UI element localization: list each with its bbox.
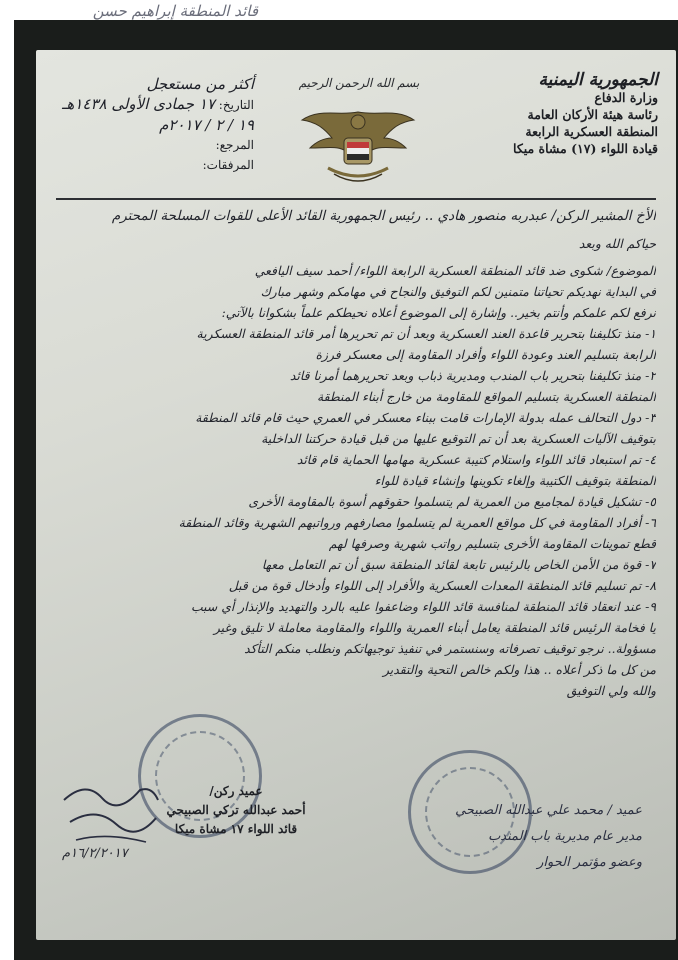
letter-line: المنطقة العسكرية بتسليم المواقع للمقاومة من خارج أبناء المنطقة <box>316 389 656 404</box>
top-handwritten-note: قائد المنطقة إبراهيم حسن <box>92 2 258 20</box>
letter-line: ٧- قوة من الأمن الخاص بالرئيس تابعة لقائد المنطقة سبق أن تم التعامل معها <box>261 557 656 572</box>
letter-line: في البداية نهديكم تحياتنا متمنين لكم التوفيق والنجاح في مهامكم وشهر مبارك <box>260 284 656 299</box>
letter-line: الرابعة بتسليم العند وعودة اللواء وأفراد المقاومة إلى معسكر فرزة <box>315 347 656 362</box>
year-line: ١٩ / ٢ / ٢٠١٧م <box>159 116 254 134</box>
date-label: التاريخ: <box>218 98 254 112</box>
letterhead-brigade: قيادة اللواء (١٧) مشاة ميكا <box>513 141 658 156</box>
letter-line: ٨- تم تسليم قائد المنطقة المعدات العسكرية والأفراد إلى اللواء وأدخال قوة من قبل <box>228 578 656 593</box>
letter-line: مسؤولة.. نرجو توقيف تصرفاته وسنستمر في تنفيذ توجيهاتكم ونطلب منكم التأكد <box>244 641 656 656</box>
letter-line: ٢- منذ تكليفنا بتحرير باب المندب ومديرية ذباب وبعد تحريرهما أمرنا قائد <box>289 368 656 383</box>
signer2-role: وعضو مؤتمر الحوار <box>537 855 642 870</box>
photo-background <box>14 20 678 960</box>
signer-name: أحمد عبدالله تركي الصبيحي <box>166 803 306 817</box>
date-value: ١٧ جمادى الأولى ١٤٣٨هـ <box>62 95 215 113</box>
letterhead-region: المنطقة العسكرية الرابعة <box>525 124 658 139</box>
attachments-label: المرفقات: <box>202 158 254 172</box>
letter-line: نرفع لكم علمكم وأنتم بخير.. وإشارة إلى الموضوع أعلاه نحيطكم علماً بشكوانا بالآتي: <box>221 305 656 320</box>
urgent-note: أكثر من مستعجل <box>146 75 254 93</box>
letter-body <box>62 206 656 701</box>
letter-subject: الموضوع/ شكوى ضد قائد المنطقة العسكرية الرابعة اللواء/ أحمد سيف اليافعي <box>254 263 656 278</box>
signer2-title: مدير عام مديرية باب المندب <box>488 829 642 844</box>
letter-line: المنطقة بتوقيف الكتيبة وإلغاء تكوينها وإنشاء قيادة للواء <box>374 473 656 488</box>
letter-line: والله ولي التوفيق <box>566 683 656 698</box>
signer2-name: عميد / محمد علي عبدالله الصبيحي <box>455 803 642 818</box>
letter-line: يا فخامة الرئيس قائد المنطقة يعامل أبناء العمرية واللواء والمقاومة معاملة لا تليق وغير <box>213 620 656 635</box>
signature-block-left <box>126 782 346 839</box>
letter-line: ١- منذ تكليفنا بتحرير قاعدة العند العسكرية وبعد أن تم تحريرها أمر قائد المنطقة العسكرية <box>196 326 656 341</box>
letter-line: ٥- تشكيل قيادة لمجاميع من العمرية لم يتسلموا حقوقهم أسوة بالمقاومة الأخرى <box>248 494 656 509</box>
basmala: بسم الله الرحمن الرحيم <box>298 76 420 90</box>
bottom-date: ١٦/٢/٢٠١٧م <box>62 846 128 861</box>
letter-paper <box>36 50 676 940</box>
letter-line: من كل ما ذكر أعلاه .. هذا ولكم خالص التحية والتقدير <box>382 662 656 677</box>
header-divider <box>56 198 656 200</box>
letter-line: بتوقيف الآليات العسكرية بعد أن تم التوقيع عليها من قبل قيادة حركتنا الداخلية <box>261 431 656 446</box>
letterhead-right <box>448 72 658 157</box>
letter-address: الأخ المشير الركن/ عبدربه منصور هادي .. رئيس الجمهورية القائد الأعلى للقوات المسلحة المحترم <box>111 208 656 224</box>
date-row <box>54 94 254 115</box>
signer-title: قائد اللواء ١٧ مشاة ميكا <box>174 822 298 836</box>
letter-line: ٦- أفراد المقاومة في كل مواقع العمرية لم يتسلموا مصارفهم ورواتبهم الشهرية وقائد المنطقة <box>178 515 656 530</box>
signature-block-right <box>362 798 642 876</box>
letter-line: ٤- تم استبعاد قائد اللواء واستلام كتيبة عسكرية مهامها الحماية قام قائد <box>296 452 656 467</box>
letter-line: ٩- عند انعقاد قائد المنطقة لمنافسة قائد اللواء وضاعفوا عليه بالرد والتهديد والإنذار أي سبب <box>190 599 656 614</box>
ref-label: المرجع: <box>215 138 254 152</box>
signer-rank: عميد ركن/ <box>209 784 263 798</box>
letterhead-staff: رئاسة هيئة الأركان العامة <box>527 107 658 122</box>
letter-greeting: حياكم الله وبعد <box>578 236 656 251</box>
letter-line: قطع تموينات المقاومة الأخرى بتسليم رواتب شهرية وصرفها لهم <box>328 536 656 551</box>
yemen-eagle-emblem-icon <box>298 98 418 190</box>
letterhead-ministry: وزارة الدفاع <box>594 90 658 105</box>
letter-line: ٣- دول التحالف عمله بدولة الإمارات قامت ببناء معسكر في العمري حيث قام قائد المنطقة <box>195 410 656 425</box>
letterhead-country: الجمهورية اليمنية <box>538 70 658 90</box>
letterhead-left <box>54 74 254 175</box>
